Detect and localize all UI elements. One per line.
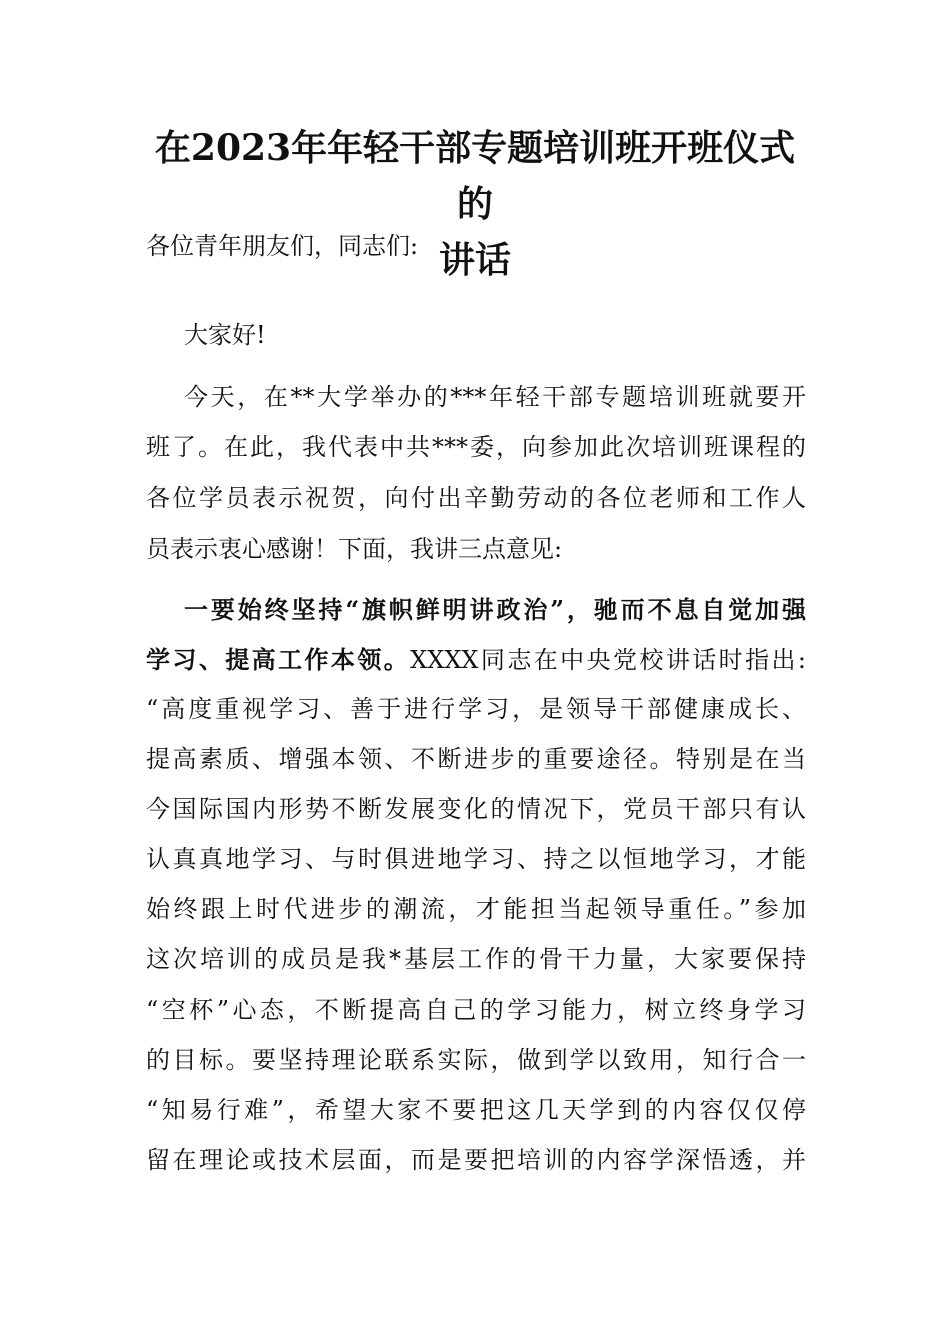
paragraph2-line: 认真真地学习、与时俱进地学习、持之以恒地学习，才能 — [146, 845, 806, 873]
paragraph1-line: 班了。在此，我代表中共***委，向参加此次培训班课程的 — [146, 433, 806, 461]
section1-body-start: XXXX同志在中央党校讲话时指出: — [410, 646, 807, 674]
paragraph2-line: 留在理论或技术层面，而是要把培训的内容学深悟透，并 — [146, 1146, 806, 1174]
paragraph2-line: “高度重视学习、善于进行学习，是领导干部健康成长、 — [146, 695, 806, 723]
greeting: 大家好! — [184, 321, 266, 349]
paragraph1-line: 今天，在**大学举办的***年轻干部专题培训班就要开 — [184, 383, 806, 411]
salutation: 各位青年朋友们，同志们: — [146, 232, 419, 260]
paragraph2-line: 的目标。要坚持理论联系实际，做到学以致用，知行合一 — [146, 1046, 806, 1074]
section1-heading-tail: 学习、提高工作本领。 — [146, 645, 411, 674]
section1-heading-line1: 一要始终坚持“旗帜鲜明讲政治”，驰而不息自觉加强 — [184, 595, 806, 624]
paragraph2-line: 这次培训的成员是我*基层工作的骨干力量，大家要保持 — [146, 945, 806, 973]
paragraph2-line: 提高素质、增强本领、不断进步的重要途径。特别是在当 — [146, 745, 806, 773]
paragraph2-line: “空杯”心态，不断提高自己的学习能力，树立终身学习 — [146, 996, 806, 1024]
section1-heading-line2 — [146, 643, 806, 677]
paragraph2-line: 今国际国内形势不断发展变化的情况下，党员干部只有认 — [146, 795, 806, 823]
paragraph2-line: “知易行难”，希望大家不要把这几天学到的内容仅仅停 — [146, 1096, 806, 1124]
paragraph1-line: 员表示衷心感谢！下面，我讲三点意见: — [146, 535, 563, 563]
title-line-2: 讲话 — [438, 239, 511, 281]
title-line-1: 在2023年年轻干部专题培训班开班仪式的 — [154, 127, 796, 225]
paragraph1-line: 各位学员表示祝贺，向付出辛勤劳动的各位老师和工作人 — [146, 484, 806, 512]
paragraph2-line: 始终跟上时代进步的潮流，才能担当起领导重任。”参加 — [146, 895, 806, 923]
